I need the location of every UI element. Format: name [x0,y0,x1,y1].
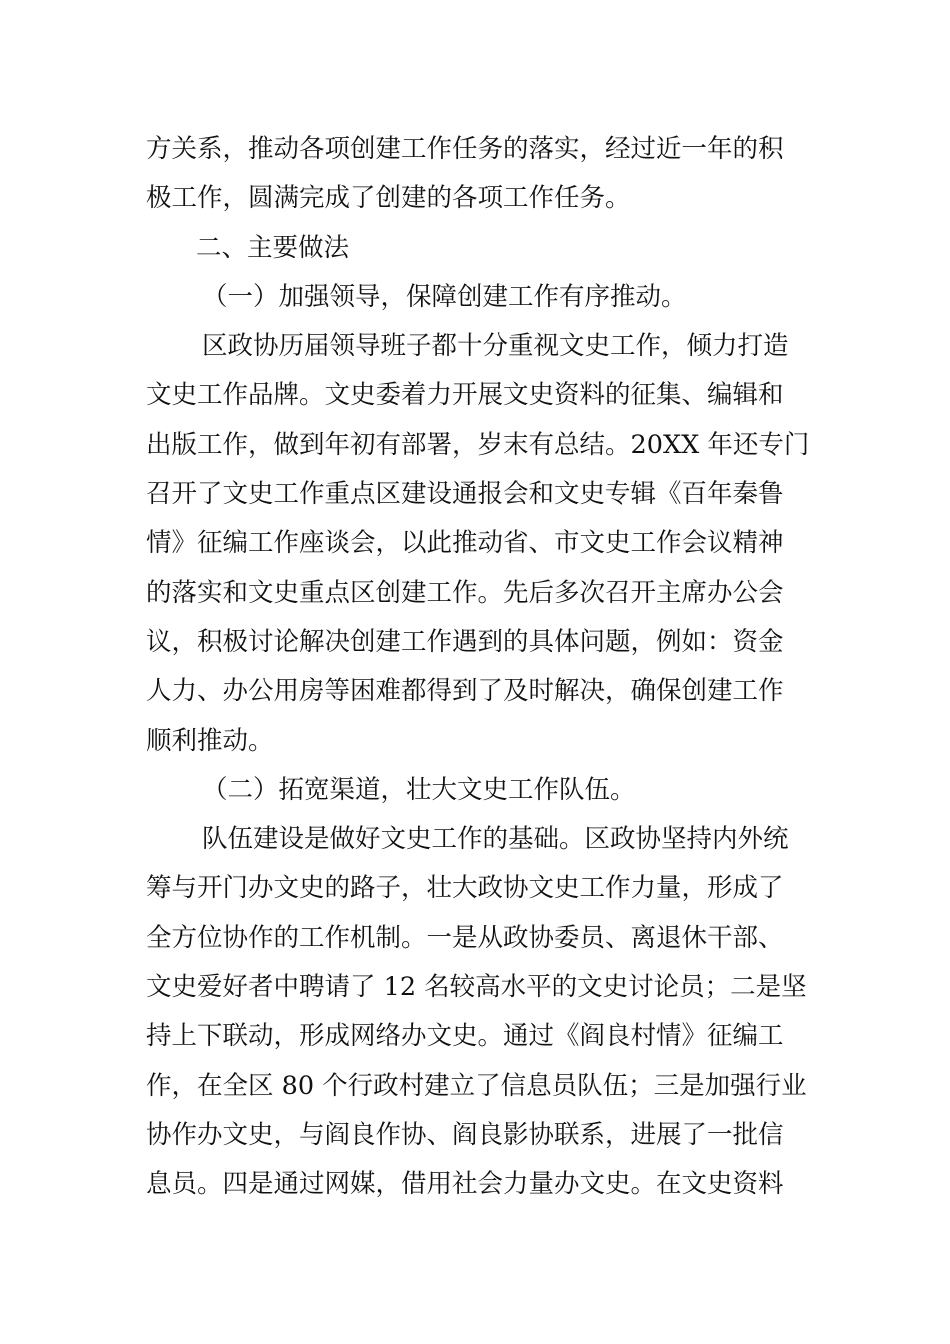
text-line: 二、主要做法 [196,232,350,263]
text-line: （二）拓宽渠道，壮大文史工作队伍。 [202,774,636,805]
text-line: 人力、办公用房等困难都得到了及时解决，确保创建工作 [146,676,784,707]
text-line: 文史爱好者中聘请了 12 名较高水平的文史讨论员；二是坚 [146,972,807,1003]
text-line: 持上下联动，形成网络办文史。通过《阎良村情》征编工 [146,1021,784,1052]
text-line: 文史工作品牌。文史委着力开展文史资料的征集、编辑和 [146,380,784,411]
text-line: 筹与开门办文史的路子，壮大政协文史工作力量，形成了 [146,873,784,904]
text-line: 极工作，圆满完成了创建的各项工作任务。 [146,183,631,214]
text-line: 队伍建设是做好文史工作的基础。区政协坚持内外统 [202,824,789,855]
text-line: 息员。四是通过网媒，借用社会力量办文史。在文史资料 [146,1169,784,1200]
text-line: 出版工作，做到年初有部署，岁末有总结。20XX 年还专门 [146,429,810,460]
text-line: （一）加强领导，保障创建工作有序推动。 [202,281,687,312]
document-body [146,125,810,1210]
text-line: 区政协历届领导班子都十分重视文史工作，倾力打造 [202,331,789,362]
text-line: 顺利推动。 [146,725,274,756]
text-line: 作，在全区 80 个行政村建立了信息员队伍；三是加强行业 [146,1070,807,1101]
text-line: 情》征编工作座谈会，以此推动省、市文史工作会议精神 [146,528,784,559]
text-line: 召开了文史工作重点区建设通报会和文史专辑《百年秦鲁 [146,479,784,510]
text-line: 议，积极讨论解决创建工作遇到的具体问题，例如：资金 [146,626,784,657]
text-line: 方关系，推动各项创建工作任务的落实，经过近一年的积 [146,134,784,164]
text-line: 协作办文史，与阎良作协、阎良影协联系，进展了一批信 [146,1119,784,1150]
text-line: 的落实和文史重点区创建工作。先后多次召开主席办公会 [146,577,784,608]
text-line: 全方位协作的工作机制。一是从政协委员、离退休干部、 [146,922,784,953]
